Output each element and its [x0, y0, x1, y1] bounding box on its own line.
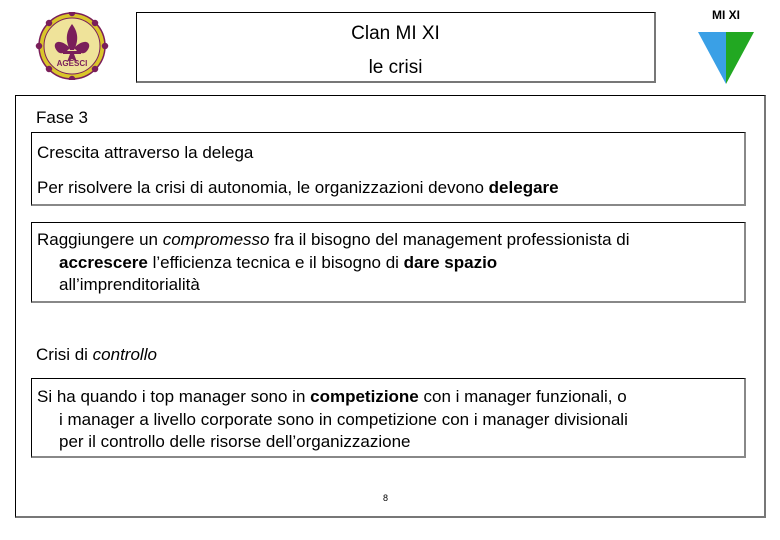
fleur-de-lis-icon: [33, 12, 111, 80]
goal-text-3: l’efficienza tecnica e il bisogno di: [147, 252, 404, 272]
autonomy-text: [37, 177, 559, 200]
badge-triangle-icon: [696, 8, 756, 88]
phase-label: Fase 3: [36, 108, 88, 127]
badge-right-half: [726, 32, 754, 84]
control-text-2: con i manager funzionali, o: [418, 387, 627, 406]
control-crisis-heading: [36, 344, 157, 366]
page-title: Clan MI XI: [351, 23, 440, 44]
goal-keyword-dare-spazio: dare spazio: [403, 252, 498, 272]
goal-line-1: [37, 229, 736, 252]
goal-keyword-accrescere: accrescere: [59, 252, 148, 272]
control-crisis-keyword: controllo: [92, 345, 157, 364]
control-line-3: per il controllo delle risorse dell’organizzazione: [59, 432, 411, 451]
goal-line-3: all’imprenditorialità: [59, 275, 200, 294]
badge-label: MI XI: [711, 8, 740, 22]
phase-title: Crescita attraverso la delega: [37, 143, 254, 162]
phase-summary-box: [31, 132, 746, 206]
goal-text-1: Raggiungere un: [37, 230, 163, 249]
control-text-1: Si ha quando i top manager sono in: [37, 387, 311, 406]
autonomy-keyword: delegare: [488, 178, 559, 197]
goal-keyword-compromesso: compromesso: [162, 230, 270, 249]
autonomy-text-start: Per risolvere la crisi di autonomia, le organizzazioni devono: [37, 178, 489, 197]
control-line-1: [37, 386, 736, 409]
control-keyword-competizione: competizione: [310, 387, 419, 406]
agesci-logo: [33, 12, 111, 80]
logo-text: AGESCI: [56, 59, 88, 68]
page-subtitle: le crisi: [368, 57, 423, 78]
goal-box: [31, 222, 746, 303]
title-box: [136, 12, 656, 83]
control-line-2: i manager a livello corporate sono in competizione con i manager divisionali: [59, 409, 628, 429]
goal-text-2: fra il bisogno del management professionista di: [269, 230, 630, 249]
page-number: 8: [383, 493, 389, 503]
badge-left-half: [698, 32, 726, 84]
control-crisis-box: [31, 378, 746, 458]
control-crisis-label: Crisi di: [36, 345, 93, 364]
goal-line-2: [37, 252, 736, 275]
mi-xi-badge: [696, 8, 756, 88]
